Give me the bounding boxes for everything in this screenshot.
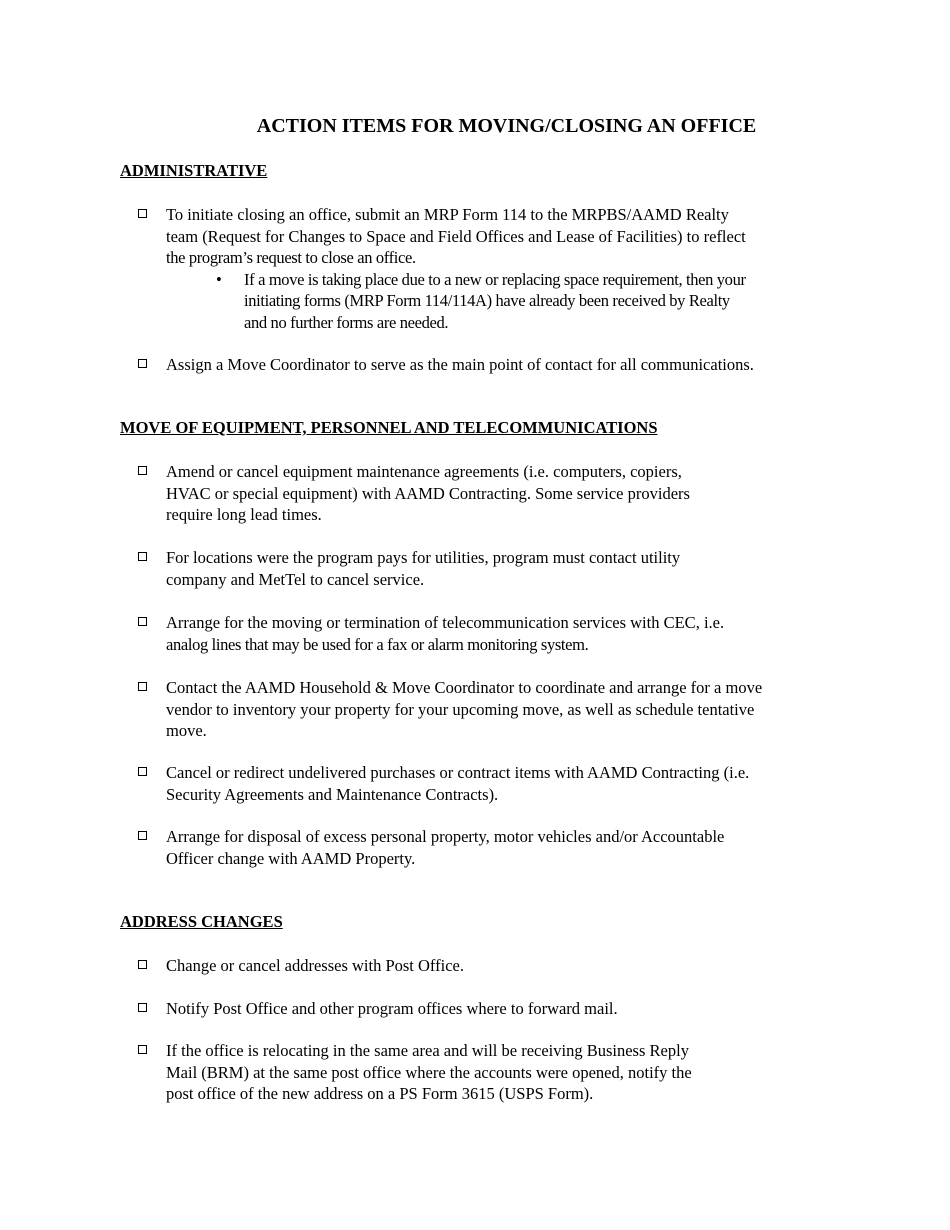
checkbox-icon[interactable]	[138, 552, 147, 561]
item-line: require long lead times.	[166, 505, 322, 524]
item-text	[166, 955, 850, 977]
sub-bullet-item	[216, 269, 850, 334]
item-line: analog lines that may be used for a fax or alarm monitoring system.	[166, 634, 589, 654]
checkbox-icon[interactable]	[138, 831, 147, 840]
item-line: If the office is relocating in the same area and will be receiving Business Reply	[166, 1041, 689, 1060]
bullet-icon: •	[216, 269, 222, 289]
item-text	[166, 762, 850, 805]
sub-item-line: and no further forms are needed.	[244, 312, 449, 332]
item-text	[166, 677, 850, 742]
item-line: Officer change with AAMD Property.	[166, 848, 416, 868]
item-text	[166, 354, 850, 376]
item-line: Notify Post Office and other program offices where to forward mail.	[166, 999, 618, 1018]
checklist-item-forward-mail	[138, 998, 850, 1020]
section-heading-administrative: ADMINISTRATIVE	[120, 161, 268, 180]
checkbox-icon[interactable]	[138, 960, 147, 969]
checklist-item-maintenance-agreements	[138, 461, 850, 526]
item-line: vendor to inventory your property for your upcoming move, as well as schedule tentative	[166, 699, 755, 719]
item-text	[166, 547, 850, 590]
checklist-item-disposal	[138, 826, 850, 869]
item-text	[166, 461, 850, 526]
item-line: Assign a Move Coordinator to serve as the main point of contact for all communications.	[166, 355, 754, 374]
item-line: For locations were the program pays for utilities, program must contact utility	[166, 548, 681, 567]
item-line: Arrange for disposal of excess personal property, motor vehicles and/or Accountable	[166, 827, 725, 846]
sub-item-line: If a move is taking place due to a new or replacing space requirement, then your	[244, 269, 746, 289]
checklist-item-household-move	[138, 677, 850, 742]
checklist-item-initiate-closing	[138, 204, 850, 333]
checklist-item-telecommunications	[138, 612, 850, 655]
item-line: Cancel or redirect undelivered purchases or contract items with AAMD Contracting (i.e.	[166, 763, 750, 782]
item-text	[166, 998, 850, 1020]
sub-item-line: initiating forms (MRP Form 114/114A) have already been received by Realty	[244, 291, 730, 310]
item-line: HVAC or special equipment) with AAMD Contracting. Some service providers	[166, 483, 690, 503]
item-line: post office of the new address on a PS Form 3615 (USPS Form).	[166, 1084, 594, 1103]
checklist-item-undelivered-purchases	[138, 762, 850, 805]
item-line: the program’s request to close an office.	[166, 248, 416, 267]
item-line: Change or cancel addresses with Post Office.	[166, 956, 464, 975]
checkbox-icon[interactable]	[138, 1003, 147, 1012]
item-line: team (Request for Changes to Space and Field Offices and Lease of Facilities) to reflect	[166, 226, 746, 246]
item-line: Contact the AAMD Household & Move Coordinator to coordinate and arrange for a move	[166, 678, 763, 697]
item-text	[166, 612, 850, 655]
item-line: Arrange for the moving or termination of telecommunication services with CEC, i.e.	[166, 613, 725, 632]
item-text	[166, 204, 850, 333]
checkbox-icon[interactable]	[138, 682, 147, 691]
item-text	[166, 826, 850, 869]
checkbox-icon[interactable]	[138, 617, 147, 626]
document-title: ACTION ITEMS FOR MOVING/CLOSING AN OFFICE	[256, 115, 757, 137]
section-heading-move: MOVE OF EQUIPMENT, PERSONNEL AND TELECOMMUNICATIONS	[120, 418, 658, 437]
item-line: Security Agreements and Maintenance Contracts).	[166, 784, 499, 804]
checklist-item-business-reply-mail	[138, 1040, 850, 1105]
item-line: To initiate closing an office, submit an MRP Form 114 to the MRPBS/AAMD Realty	[166, 205, 729, 224]
item-line: move.	[166, 721, 207, 740]
section-heading-address-changes: ADDRESS CHANGES	[120, 912, 283, 931]
checkbox-icon[interactable]	[138, 1045, 147, 1054]
item-text	[166, 1040, 850, 1105]
checkbox-icon[interactable]	[138, 466, 147, 475]
item-line: Amend or cancel equipment maintenance agreements (i.e. computers, copiers,	[166, 462, 682, 481]
item-line: company and MetTel to cancel service.	[166, 569, 425, 589]
checkbox-icon[interactable]	[138, 767, 147, 776]
checklist-item-change-addresses	[138, 955, 850, 977]
checkbox-icon[interactable]	[138, 209, 147, 218]
checklist-item-move-coordinator	[138, 354, 850, 376]
checklist-item-utilities	[138, 547, 850, 590]
item-line: Mail (BRM) at the same post office where the accounts were opened, notify the	[166, 1062, 692, 1082]
checkbox-icon[interactable]	[138, 359, 147, 368]
